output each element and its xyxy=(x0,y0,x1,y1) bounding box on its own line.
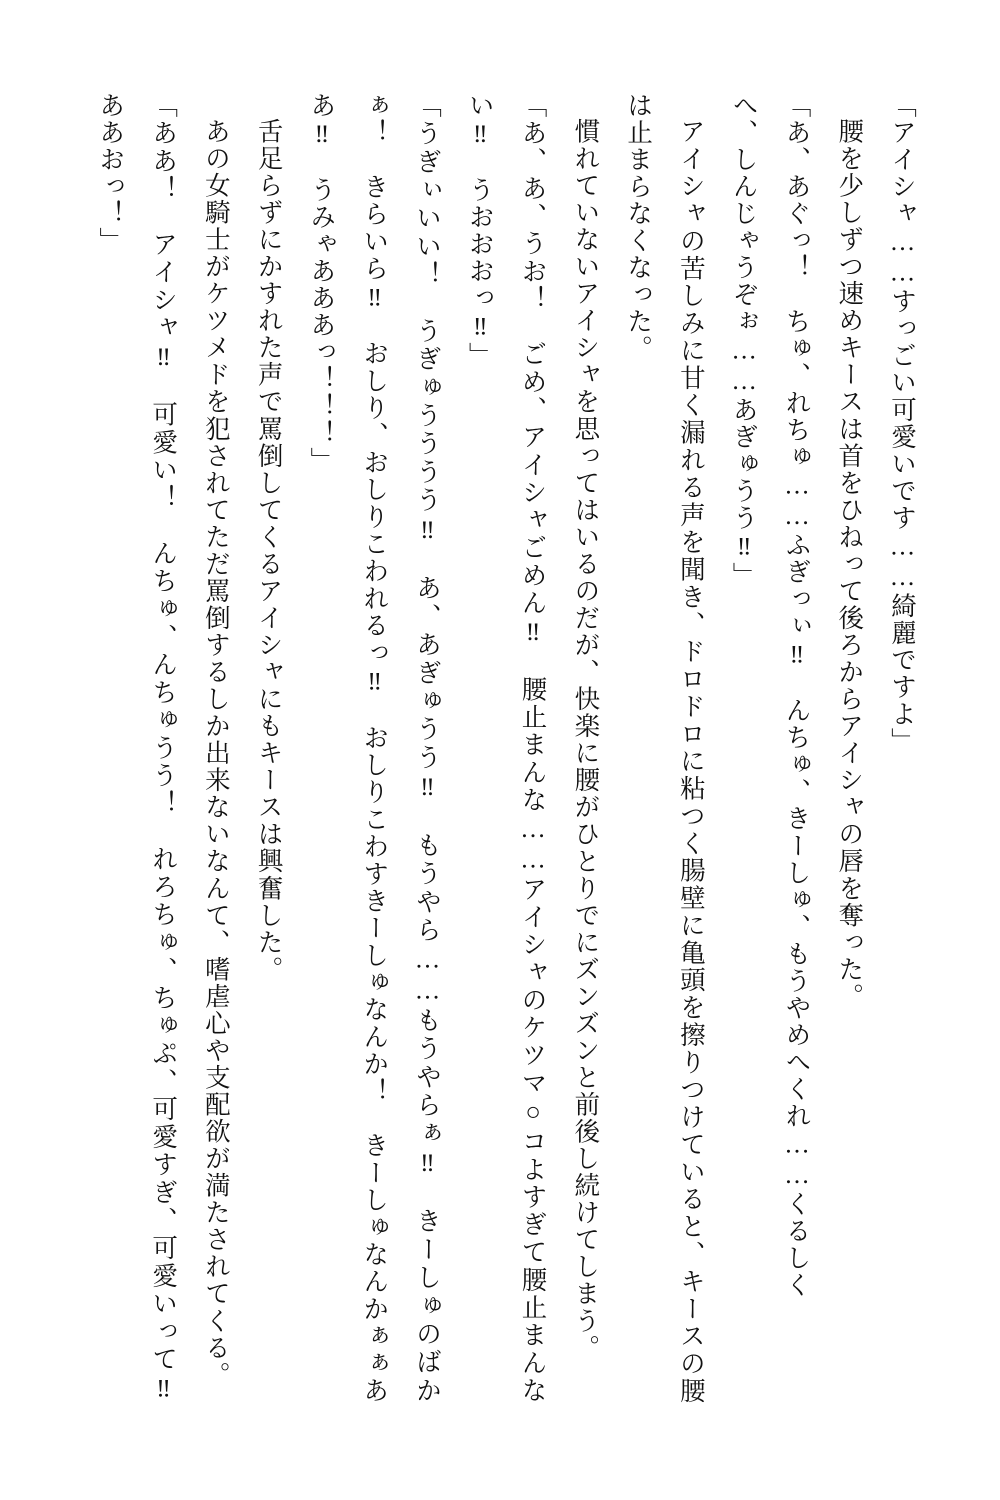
paragraph: アイシャの苦しみに甘く漏れる声を聞き、ドロドロに粘つく腸壁に亀頭を擦りつけていると、キースの腰は止まらなくなった。 xyxy=(624,92,706,1404)
paragraph: 腰を少しずつ速めキースは首をひねって後ろからアイシャの唇を奪った。 xyxy=(835,117,865,1010)
paragraph: 舌足らずにかすれた声で罵倒してくるアイシャにもキースは興奮した。 xyxy=(254,117,284,983)
vertical-text-body xyxy=(72,92,928,1432)
paragraph: 「うぎぃいい！ うぎゅうううう‼ あ、あぎゅうう‼ もうやら……もうやらぁ‼ きーしゅのばかぁ！ きらいら‼ おしり、おしりこわれるっ‼ おしりこわすきーしゅなんか！ きーしゅなんかぁぁああ‼ うみゃあああっ！！！」 xyxy=(307,92,442,1404)
paragraph: 「あ、あぐっ！ ちゅ、れちゅ……ふぎっぃ‼ んちゅ、きーしゅ、もうやめへくれ……くるしく xyxy=(782,92,812,1299)
paragraph: 「あ、あ、うお！ ごめ、アイシャごめん‼ 腰止まんな……アイシャのケツマ○コよすぎて腰止まんない‼ うおおおっ‼」 xyxy=(465,92,548,1404)
paragraph: 慣れていないアイシャを思ってはいるのだが、快楽に腰がひとりでにズンズンと前後し続けてしまう。 xyxy=(571,117,601,1361)
paragraph: あの女騎士がケツメドを犯されてただ罵倒するしか出来ないなんて、嗜虐心や支配欲が満たされてくる。 xyxy=(201,117,231,1388)
paragraph: 「ああ！ アイシャ‼ 可愛い！ んちゅ、んちゅうう！ れろちゅ、ちゅぷ、可愛すぎ、可愛いって‼ ああおっ！」 xyxy=(96,92,179,1432)
paragraph: へ、しんじゃうぞぉ……あぎゅうう‼」 xyxy=(729,92,759,590)
paragraph: 「アイシャ……すっごい可愛いです……綺麗ですよ」 xyxy=(888,92,917,755)
